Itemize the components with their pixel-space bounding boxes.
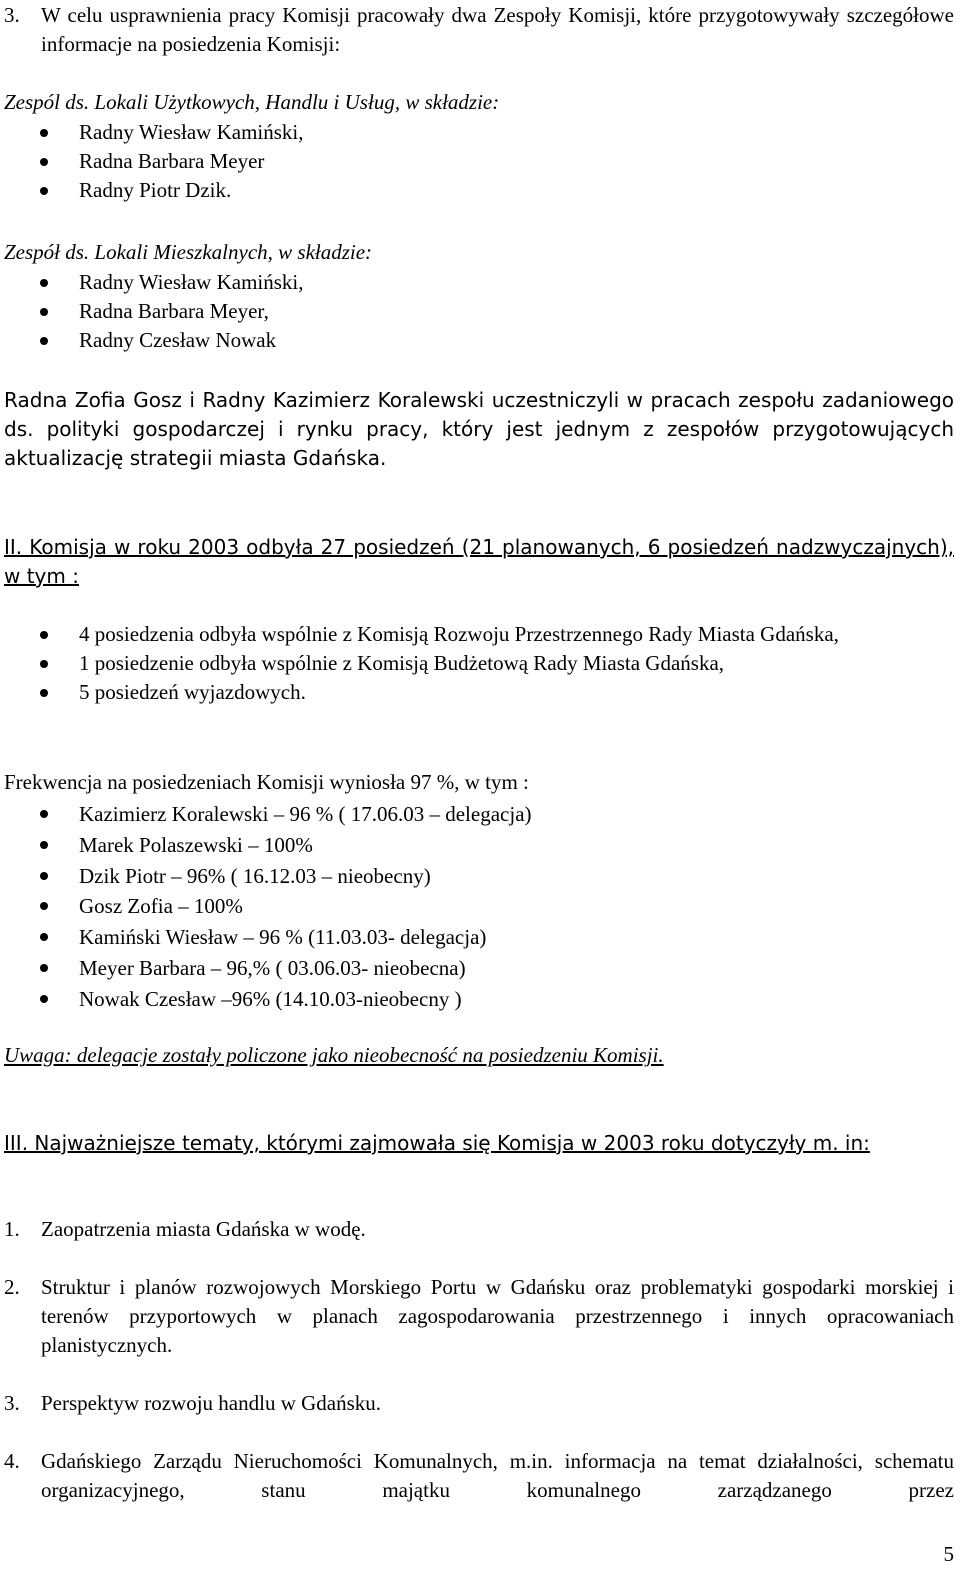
topic-text: Gdańskiego Zarządu Nieruchomości Komunalnych, m.in. informacja na temat działalności, schematu organizacyjnego, stanu majątku komunalnego zarządzanego przez [41, 1449, 954, 1502]
list-item: Dzik Piotr – 96% ( 16.12.03 – nieobecny) [0, 861, 955, 892]
topic-number: 4. [4, 1449, 20, 1473]
list-item: Kamiński Wiesław – 96 % (11.03.03- delegacja) [0, 922, 955, 953]
attendance-list [0, 799, 955, 1015]
list-item: 4 posiedzenia odbyła wspólnie z Komisją Rozwoju Przestrzennego Rady Miasta Gdańska, [0, 620, 955, 649]
list-item: Radny Czesław Nowak [0, 326, 955, 355]
topic-text: Perspektyw rozwoju handlu w Gdańsku. [41, 1391, 382, 1415]
team-2-members [0, 268, 955, 355]
list-item: 5 posiedzeń wyjazdowych. [0, 678, 955, 707]
participation-paragraph: Radna Zofia Gosz i Radny Kazimierz Koralewski uczestniczyli w pracach zespołu zadaniowego ds. polityki gospodarczej i rynku pracy, który jest jednym z zespołów przygotowujących aktualizację strategii miasta Gdańska. [4, 388, 954, 470]
section-3-number: 3. [4, 3, 20, 27]
list-item: Kazimierz Koralewski – 96 % ( 17.06.03 – delegacja) [0, 799, 955, 830]
list-item: Marek Polaszewski – 100% [0, 830, 955, 861]
list-item: Gosz Zofia – 100% [0, 891, 955, 922]
list-item: Radny Wiesław Kamiński, [0, 118, 955, 147]
topic-text: Zaopatrzenia miasta Gdańska w wodę. [41, 1217, 366, 1241]
list-item: Meyer Barbara – 96,% ( 03.06.03- nieobecna) [0, 953, 955, 984]
list-item: 1 posiedzenie odbyła wspólnie z Komisją Budżetową Rady Miasta Gdańska, [0, 649, 955, 678]
list-item: Radna Barbara Meyer [0, 147, 955, 176]
attendance-note: Uwaga: delegacje zostały policzone jako nieobecność na posiedzeniu Komisji. [4, 1043, 664, 1067]
topic-text: Struktur i planów rozwojowych Morskiego Portu w Gdańsku oraz problematyki gospodarki morskiej i terenów przyportowych w planach zagospodarowania przestrzennego i innych opracowaniach planistycznych. [41, 1275, 954, 1357]
team-1-members [0, 118, 955, 205]
section-2-list [0, 620, 955, 707]
section-3-topics-heading: III. Najważniejsze tematy, którymi zajmowała się Komisja w 2003 roku dotyczyły m. in: [4, 1131, 870, 1155]
team-1-heading: Zespól ds. Lokali Użytkowych, Handlu i Usług, w składzie: [4, 90, 500, 114]
list-item: Radna Barbara Meyer, [0, 297, 955, 326]
topic-number: 2. [4, 1275, 20, 1299]
page-number: 5 [943, 1542, 954, 1566]
team-2-heading: Zespół ds. Lokali Mieszkalnych, w składzie: [4, 240, 373, 264]
list-item: Radny Wiesław Kamiński, [0, 268, 955, 297]
section-3-text: W celu usprawnienia pracy Komisji pracowały dwa Zespoły Komisji, które przygotowywały szczegółowe informacje na posiedzenia Komisji: [41, 3, 954, 56]
attendance-intro: Frekwencja na posiedzeniach Komisji wyniosła 97 %, w tym : [4, 770, 529, 794]
list-item: Nowak Czesław –96% (14.10.03-nieobecny ) [0, 984, 955, 1015]
topic-number: 3. [4, 1391, 20, 1415]
topic-number: 1. [4, 1217, 20, 1241]
list-item: Radny Piotr Dzik. [0, 176, 955, 205]
section-2-heading: II. Komisja w roku 2003 odbyła 27 posiedzeń (21 planowanych, 6 posiedzeń nadzwyczajnych), w tym : [4, 535, 954, 588]
